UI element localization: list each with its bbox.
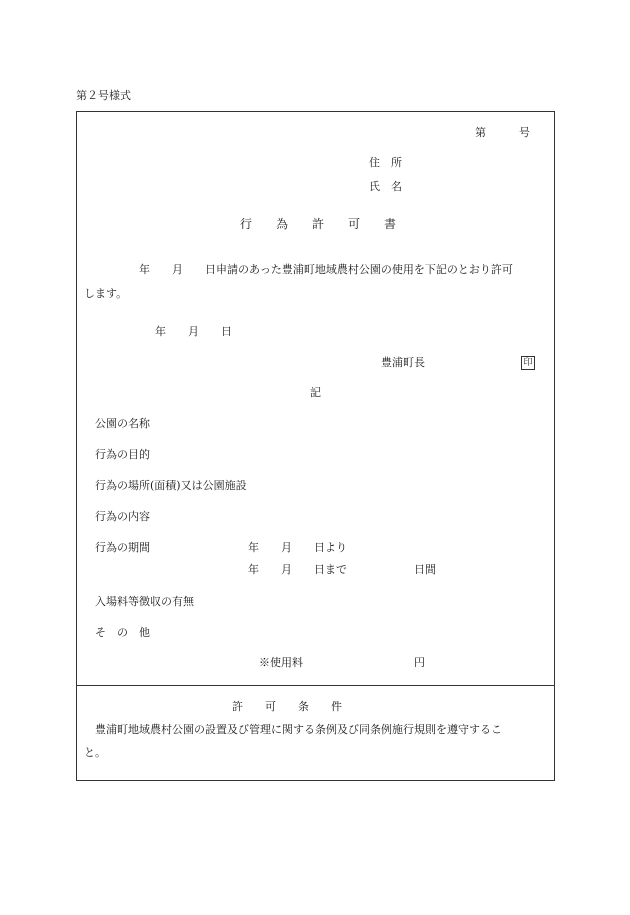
item-park-name: 公園の名称 — [95, 417, 150, 430]
item-purpose: 行為の目的 — [95, 448, 150, 461]
address-label: 住 所 — [369, 156, 402, 169]
body-line-1: 年 月 日申請のあった豊浦町地域農村公園の使用を下記のとおり許可 — [84, 263, 513, 276]
item-location: 行為の場所(面積)又は公園施設 — [95, 479, 247, 492]
section-divider — [76, 685, 555, 686]
conditions-title: 許 可 条 件 — [232, 700, 342, 713]
conditions-line-2: と。 — [84, 746, 106, 759]
item-admission: 入場料等徴収の有無 — [95, 595, 194, 608]
issue-date: 年 月 日 — [155, 325, 232, 338]
yen-label: 円 — [414, 656, 425, 669]
item-other: そ の 他 — [95, 626, 150, 639]
period-from: 年 月 日より — [248, 541, 347, 554]
item-period: 行為の期間 — [95, 541, 150, 554]
mayor-label: 豊浦町長 — [381, 356, 425, 369]
form-number: 第２号様式 — [76, 89, 131, 102]
period-days: 日間 — [414, 563, 436, 576]
name-label: 氏 名 — [369, 180, 402, 193]
body-line-2: します。 — [84, 287, 128, 300]
document-number-label: 第 号 — [475, 126, 530, 139]
seal-icon: 印 — [521, 356, 535, 370]
form-frame — [76, 111, 555, 781]
usage-fee-label: ※使用料 — [259, 656, 303, 669]
ki-heading: 記 — [310, 386, 321, 399]
document-title: 行 為 許 可 書 — [240, 217, 397, 231]
conditions-line-1: 豊浦町地域農村公園の設置及び管理に関する条例及び同条例施行規則を遵守するこ — [95, 723, 502, 736]
seal-mark — [521, 355, 535, 370]
item-content: 行為の内容 — [95, 510, 150, 523]
period-to: 年 月 日まで — [248, 563, 347, 576]
